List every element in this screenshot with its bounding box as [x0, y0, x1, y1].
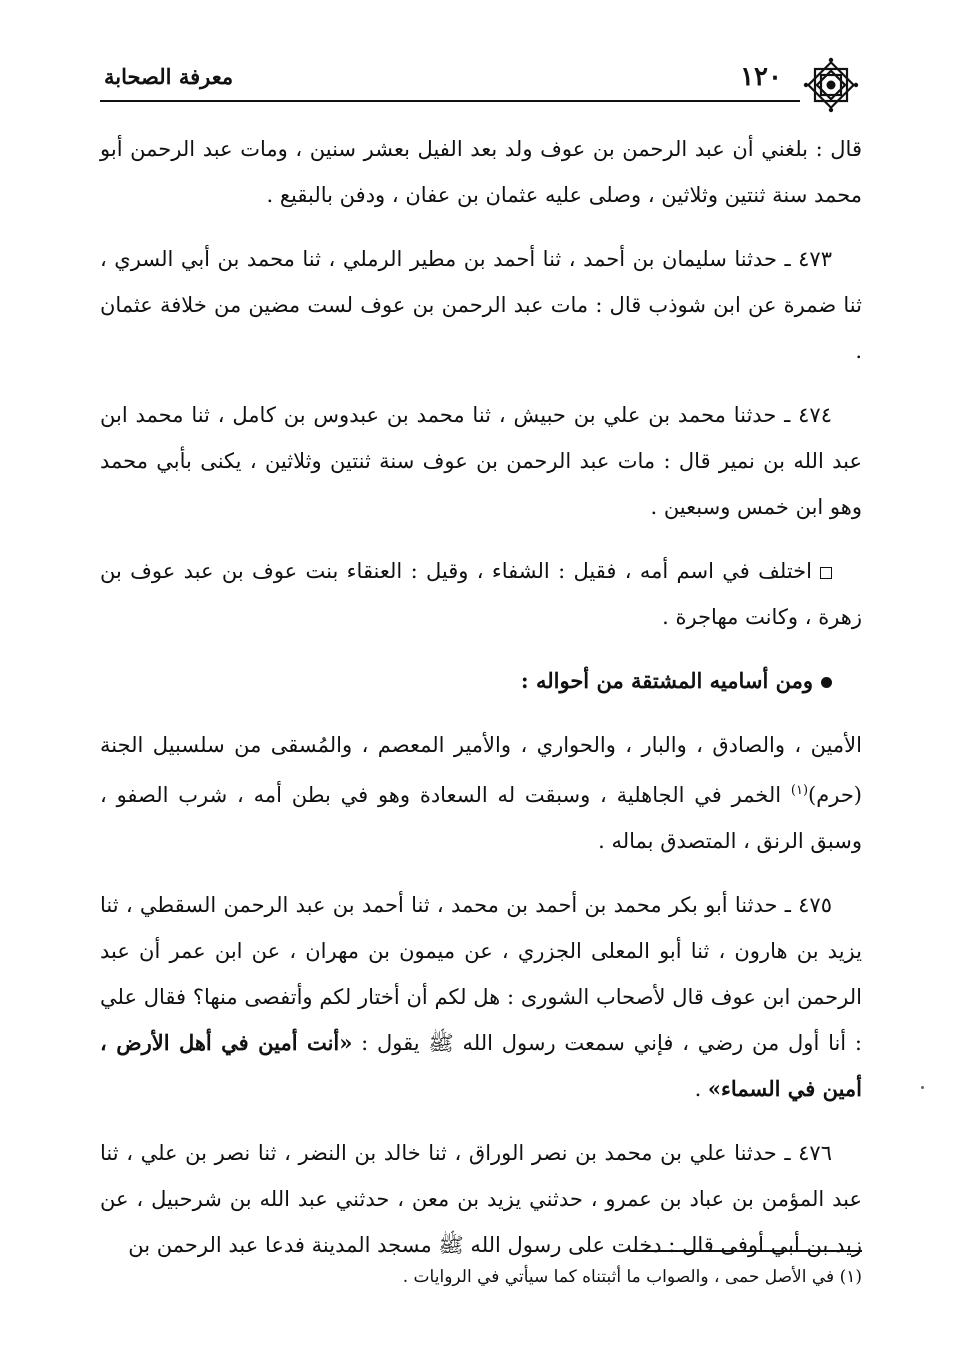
header-divider: [100, 100, 800, 102]
section-heading: [100, 658, 862, 704]
footnote-divider: [632, 1250, 862, 1252]
paragraph-mother-name: [100, 548, 862, 640]
page-number: ١٢٠: [740, 62, 782, 92]
paragraph-names-part-1: الأمين ، والصادق ، والبار ، والحواري ، والأمير المعصم ، والمُسقى من سلسبيل الجنة (حرم): [100, 733, 862, 807]
paragraph-names: [100, 722, 862, 864]
paragraph-473: ٤٧٣ ـ حدثنا سليمان بن أحمد ، ثنا أحمد بن مطير الرملي ، ثنا محمد بن أبي السري ، ثنا ضمرة عن ابن شوذب قال : مات عبد الرحمن بن عوف لست مضين من خلافة عثمان .: [100, 247, 862, 363]
paragraph-1: قال : بلغني أن عبد الرحمن بن عوف ولد بعد الفيل بعشر سنين ، ومات عبد الرحمن أبو محمد سنة ثنتين وثلاثين ، وصلى عليه عثمان بن عفان ، ودفن بالبقيع .: [100, 137, 862, 207]
footnote-1: (١) في الأصل حمى ، والصواب ما أثبتناه كما سيأتي في الروايات .: [402, 1267, 862, 1287]
hadith-quote: «أنت أمين في أهل الأرض ، أمين في السماء»: [100, 1030, 862, 1101]
running-title: معرفة الصحابة: [104, 64, 234, 89]
paragraph-474: ٤٧٤ ـ حدثنا محمد بن علي بن حبيش ، ثنا محمد بن عبدوس بن كامل ، ثنا محمد ابن عبد الله بن نمير قال : مات عبد الرحمن بن عوف سنة ثنتين وثلاثين ، يكنى بأبي محمد وهو ابن خمس وسبعين .: [100, 403, 862, 519]
margin-speck: [921, 1086, 924, 1089]
paragraph-476: ٤٧٦ ـ حدثنا علي بن محمد بن نصر الوراق ، ثنا خالد بن النضر ، ثنا نصر بن علي ، ثنا عبد المؤمن بن عباد بن عمرو ، حدثني يزيد بن معن ، حدثني عبد الله بن شرحبيل ، عن زيد بن أبي أوفى قال : دخلت على رسول الله ﷺ مسجد المدينة فدعا عبد الرحمن بن: [100, 1141, 862, 1257]
page-header: [100, 56, 860, 116]
octagonal-star-ornament-icon: [802, 56, 860, 114]
section-heading-text: ومن أساميه المشتقة من أحواله :: [520, 668, 813, 693]
dot-bullet-icon: [821, 677, 832, 688]
footnote-reference: (١): [790, 783, 809, 798]
paragraph-475-text: ٤٧٥ ـ حدثنا أبو بكر محمد بن أحمد بن محمد ، ثنا أحمد بن عبد الرحمن السقطي ، ثنا يزيد بن هارون ، ثنا أبو المعلى الجزري ، عن ميمون بن مهران ، عن ابن عمر أن عبد الرحمن ابن عوف قال لأصحاب الشورى : هل لكم أن أختار لكم وأتفصى منها؟ فقال علي : أنا أول من رضي ، فإني سمعت رسول الله ﷺ يقول :: [100, 893, 862, 1055]
paragraph-names-part-2: الخمر في الجاهلية ، وسبقت له السعادة وهو في بطن أمه ، شرب الصفو ، وسبق الرنق ، المتصدق بماله .: [100, 783, 862, 853]
paragraph-475-end: .: [694, 1077, 708, 1101]
square-bullet-icon: [820, 567, 832, 579]
main-text: [100, 126, 862, 1286]
paragraph-475: [100, 882, 862, 1112]
paragraph-mother-name-text: اختلف في اسم أمه ، فقيل : الشفاء ، وقيل : العنقاء بنت عوف بن عبد عوف بن زهرة ، وكانت مهاجرة .: [100, 559, 862, 629]
